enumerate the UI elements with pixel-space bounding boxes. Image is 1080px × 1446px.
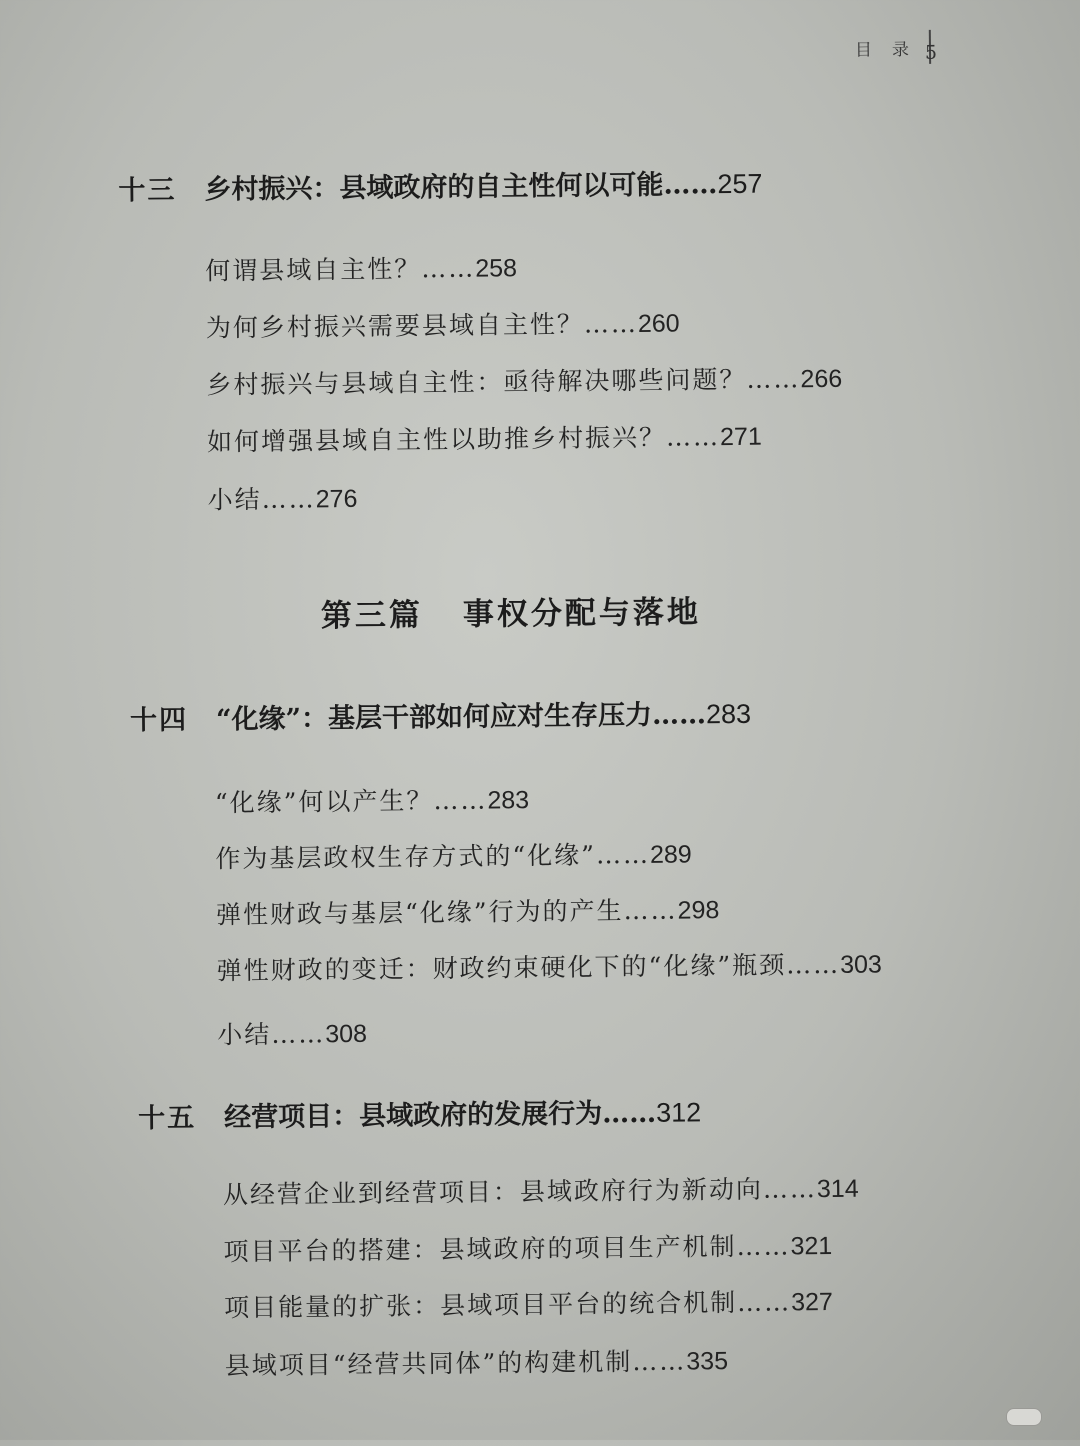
chapter-number: 十三 bbox=[118, 174, 177, 207]
chapter-page: 312 bbox=[655, 1097, 702, 1128]
toc-entry bbox=[215, 834, 692, 875]
entry-title: 为何乡村振兴需要县域自主性？…… bbox=[205, 308, 639, 343]
part-label: 第三篇 bbox=[320, 597, 424, 635]
chapter-number: 十四 bbox=[129, 704, 189, 737]
toc-entry bbox=[207, 417, 762, 459]
toc-entry bbox=[224, 1282, 833, 1324]
entry-title: “化缘”何以产生？…… bbox=[214, 785, 488, 818]
entry-page: 271 bbox=[719, 422, 762, 452]
header-section-title: 目录 bbox=[854, 39, 930, 61]
toc-entry bbox=[217, 1014, 367, 1052]
entry-title: 项目平台的搭建：县域政府的项目生产机制…… bbox=[223, 1231, 791, 1267]
part-heading bbox=[321, 586, 701, 635]
entry-page: 266 bbox=[800, 364, 843, 394]
entry-title: 作为基层政权生存方式的“化缘”…… bbox=[215, 839, 651, 874]
entry-title: 小结…… bbox=[217, 1019, 326, 1050]
entry-title: 弹性财政与基层“化缘”行为的产生…… bbox=[215, 895, 678, 930]
part-title: 事权分配与落地 bbox=[462, 594, 702, 633]
entry-title: 县域项目“经营共同体”的构建机制…… bbox=[224, 1346, 687, 1381]
toc-entry bbox=[205, 248, 517, 287]
entry-title: 乡村振兴与县域自主性：亟待解决哪些问题？…… bbox=[206, 364, 801, 400]
chapter-heading bbox=[138, 1090, 701, 1135]
watermark-badge bbox=[1006, 1408, 1042, 1426]
entry-page: 314 bbox=[816, 1174, 859, 1204]
chapter-heading bbox=[118, 162, 762, 208]
entry-title: 何谓县域自主性？…… bbox=[205, 253, 476, 286]
toc-entry bbox=[215, 780, 530, 819]
entry-title: 从经营企业到经营项目：县域政府行为新动向…… bbox=[222, 1174, 818, 1210]
entry-title: 如何增强县域自主性以助推乡村振兴？…… bbox=[206, 422, 721, 457]
entry-title: 弹性财政的变迁：财政约束硬化下的“化缘”瓶颈…… bbox=[216, 949, 841, 986]
chapter-title: 乡村振兴：县域政府的自主性何以可能…… bbox=[204, 169, 718, 206]
entry-page: 283 bbox=[487, 786, 530, 815]
entry-page: 321 bbox=[790, 1231, 833, 1261]
toc-entry bbox=[206, 304, 680, 345]
entry-page: 260 bbox=[637, 309, 680, 338]
toc-entry bbox=[216, 890, 720, 931]
toc-entry bbox=[225, 1341, 729, 1382]
chapter-title: 经营项目：县域政府的发展行为…… bbox=[223, 1097, 657, 1134]
entry-page: 276 bbox=[315, 484, 358, 514]
chapter-title: “化缘”：基层干部如何应对生存压力…… bbox=[215, 699, 707, 736]
entry-page: 308 bbox=[325, 1019, 368, 1049]
entry-title: 小结…… bbox=[207, 484, 316, 515]
toc-entry bbox=[223, 1169, 859, 1212]
toc-entry bbox=[206, 359, 842, 402]
toc-entry bbox=[207, 479, 357, 517]
header-page-number: 5 bbox=[924, 41, 938, 64]
entry-page: 258 bbox=[475, 254, 518, 283]
entry-page: 335 bbox=[686, 1347, 729, 1376]
toc-entry bbox=[223, 1226, 832, 1268]
chapter-page: 257 bbox=[717, 168, 763, 200]
entry-page: 298 bbox=[677, 896, 720, 925]
entry-page: 327 bbox=[790, 1287, 833, 1317]
chapter-page: 283 bbox=[705, 698, 752, 730]
entry-title: 项目能量的扩张：县域项目平台的统合机制…… bbox=[223, 1287, 792, 1323]
chapter-heading bbox=[130, 692, 751, 738]
toc-entry bbox=[216, 944, 882, 987]
chapter-number: 十五 bbox=[137, 1102, 197, 1135]
entry-page: 303 bbox=[840, 950, 883, 979]
entry-page: 289 bbox=[649, 840, 692, 869]
